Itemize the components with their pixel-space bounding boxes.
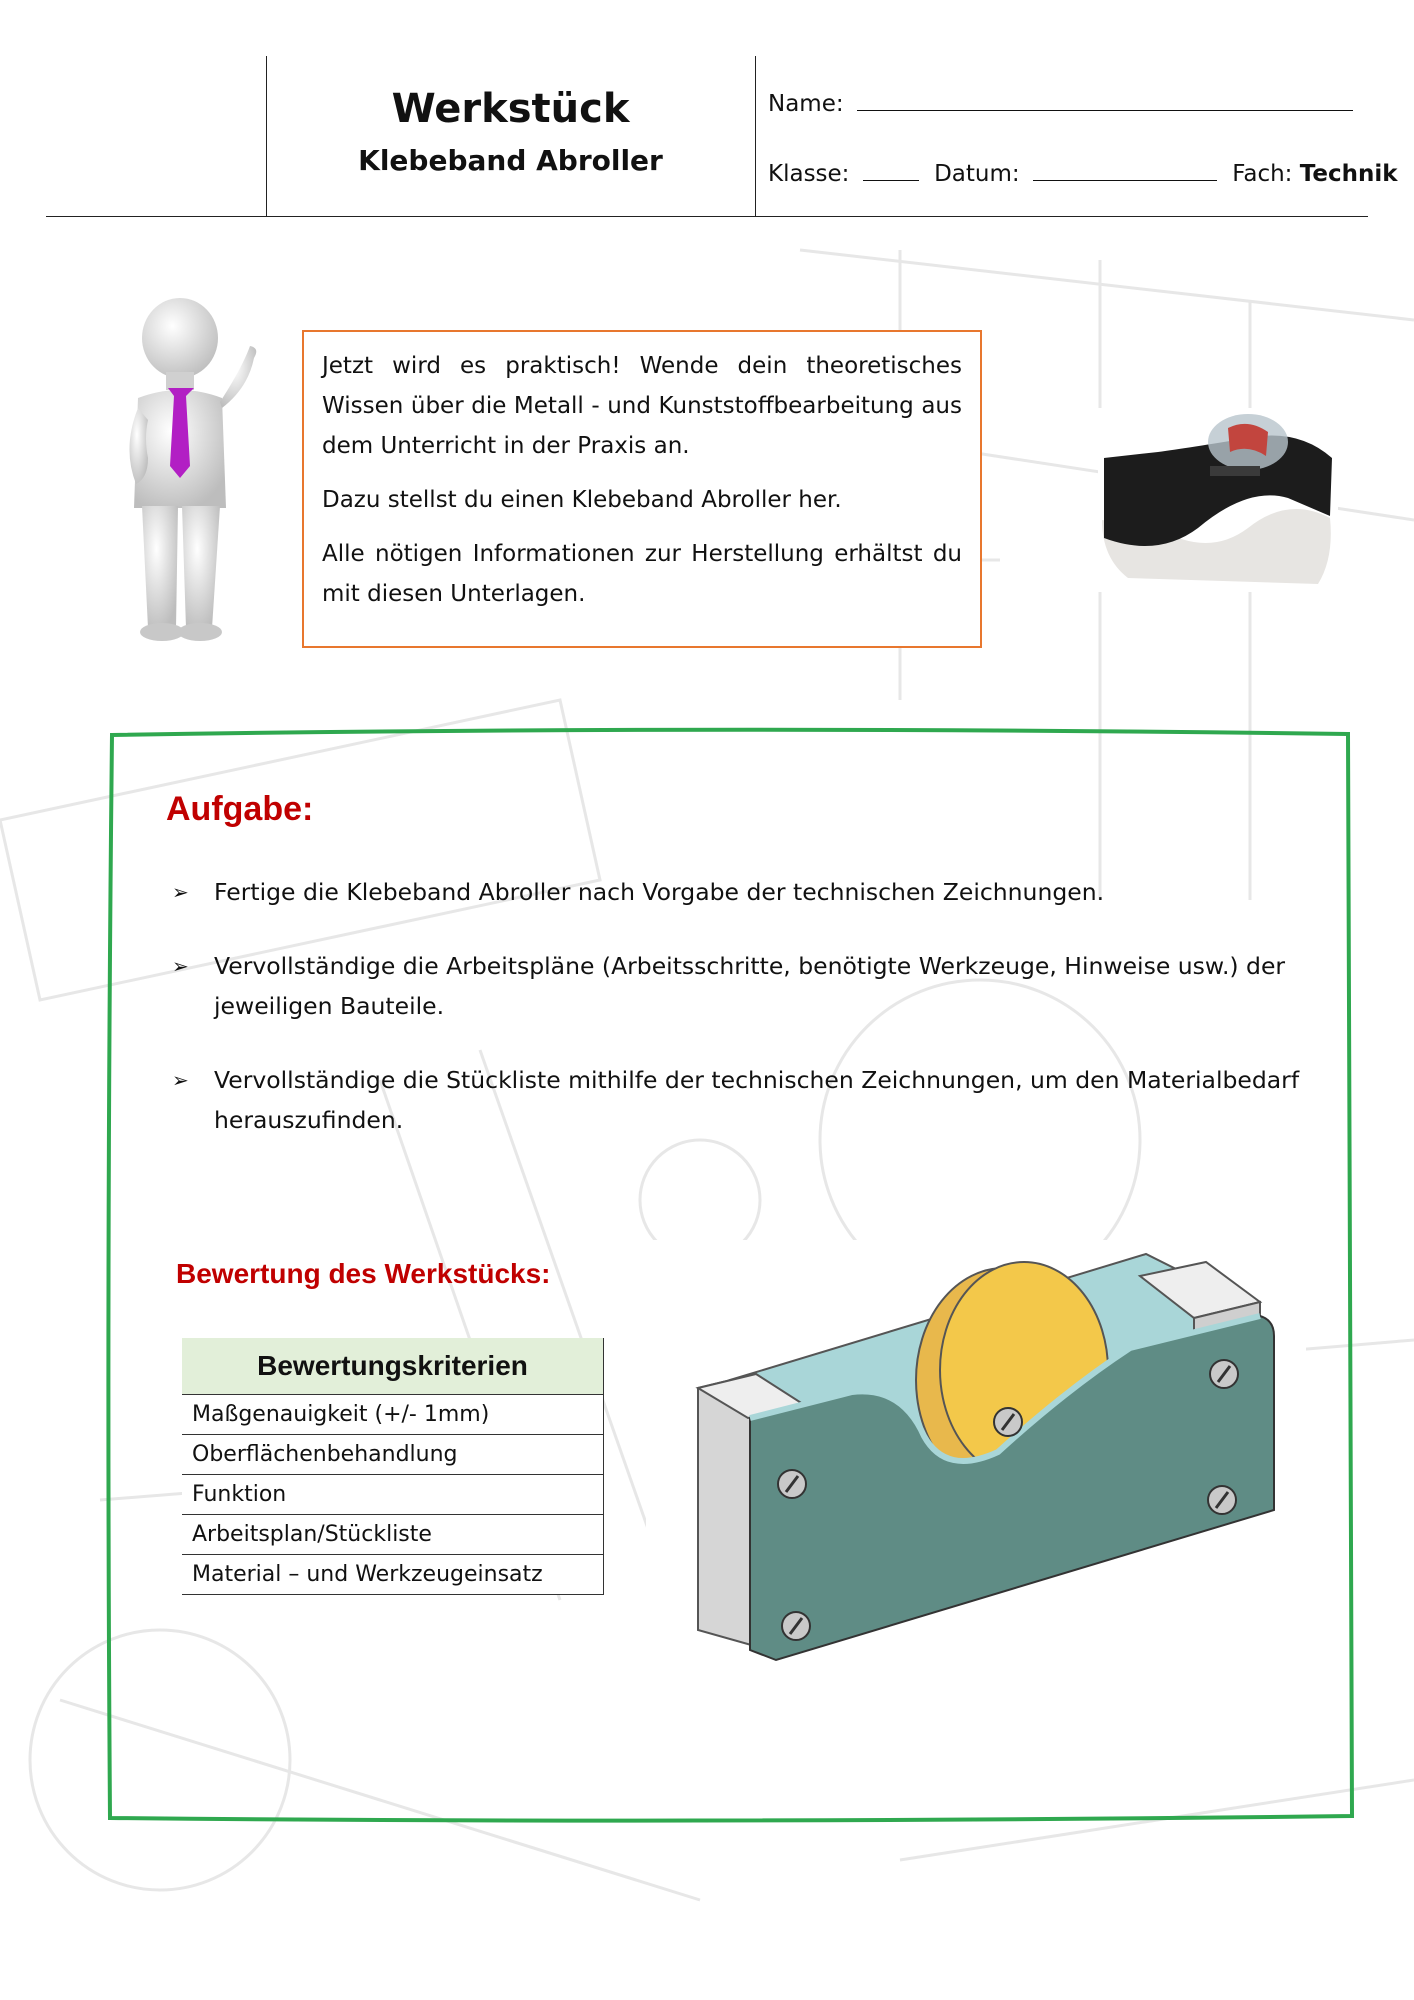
task-heading: Aufgabe: (166, 790, 314, 828)
list-item (172, 1060, 1332, 1140)
list-item (172, 946, 1332, 1026)
arrow-bullet-icon: ➢ (172, 954, 189, 978)
intro-paragraph: Jetzt wird es praktisch! Wende dein theoretisches Wissen über die Metall - und Kunststoffbearbeitung aus dem Unterricht in der Praxis an. (322, 353, 962, 459)
page-title: Werkstück (391, 86, 630, 132)
arrow-bullet-icon: ➢ (172, 1068, 189, 1092)
bullet-text: Fertige die Klebeband Abroller nach Vorgabe der technischen Zeichnungen. (214, 878, 1105, 906)
table-row (182, 1435, 604, 1475)
intro-paragraph: Alle nötigen Informationen zur Herstellung erhältst du mit diesen Unterlagen. (322, 541, 962, 607)
table-header-row (182, 1338, 604, 1395)
table-row (182, 1475, 604, 1515)
table-row (182, 1555, 604, 1595)
subject-label: Fach: (1232, 161, 1293, 187)
evaluation-criteria-table (182, 1338, 604, 1595)
subject-value: Technik (1299, 161, 1398, 187)
bullet-text: Vervollständige die Arbeitspläne (Arbeitsschritte, benötigte Werkzeuge, Hinweise usw.) der jeweiligen Bauteile. (214, 952, 1286, 1020)
intro-paragraph: Dazu stellst du einen Klebeband Abroller her. (322, 487, 842, 513)
tape-dispenser-3d-model (646, 1240, 1306, 1740)
task-bullet-list (172, 872, 1332, 1174)
date-label: Datum: (934, 161, 1020, 187)
page-subtitle: Klebeband Abroller (358, 144, 663, 177)
table-header: Bewertungskriterien (182, 1338, 604, 1395)
name-label: Name: (768, 91, 844, 117)
table-cell: Funktion (182, 1475, 604, 1515)
table-row (182, 1395, 604, 1435)
bullet-text: Vervollständige die Stückliste mithilfe der technischen Zeichnungen, um den Materialbedarf herauszufinden. (214, 1066, 1300, 1134)
table-row (182, 1515, 604, 1555)
table-cell: Arbeitsplan/Stückliste (182, 1515, 604, 1555)
class-label: Klasse: (768, 161, 850, 187)
evaluation-heading: Bewertung des Werkstücks: (176, 1258, 551, 1289)
table-cell: Material – und Werkzeugeinsatz (182, 1555, 604, 1595)
table-cell: Oberflächenbehandlung (182, 1435, 604, 1475)
list-item (172, 872, 1332, 912)
table-cell: Maßgenauigkeit (+/- 1mm) (182, 1395, 604, 1435)
arrow-bullet-icon: ➢ (172, 880, 189, 904)
